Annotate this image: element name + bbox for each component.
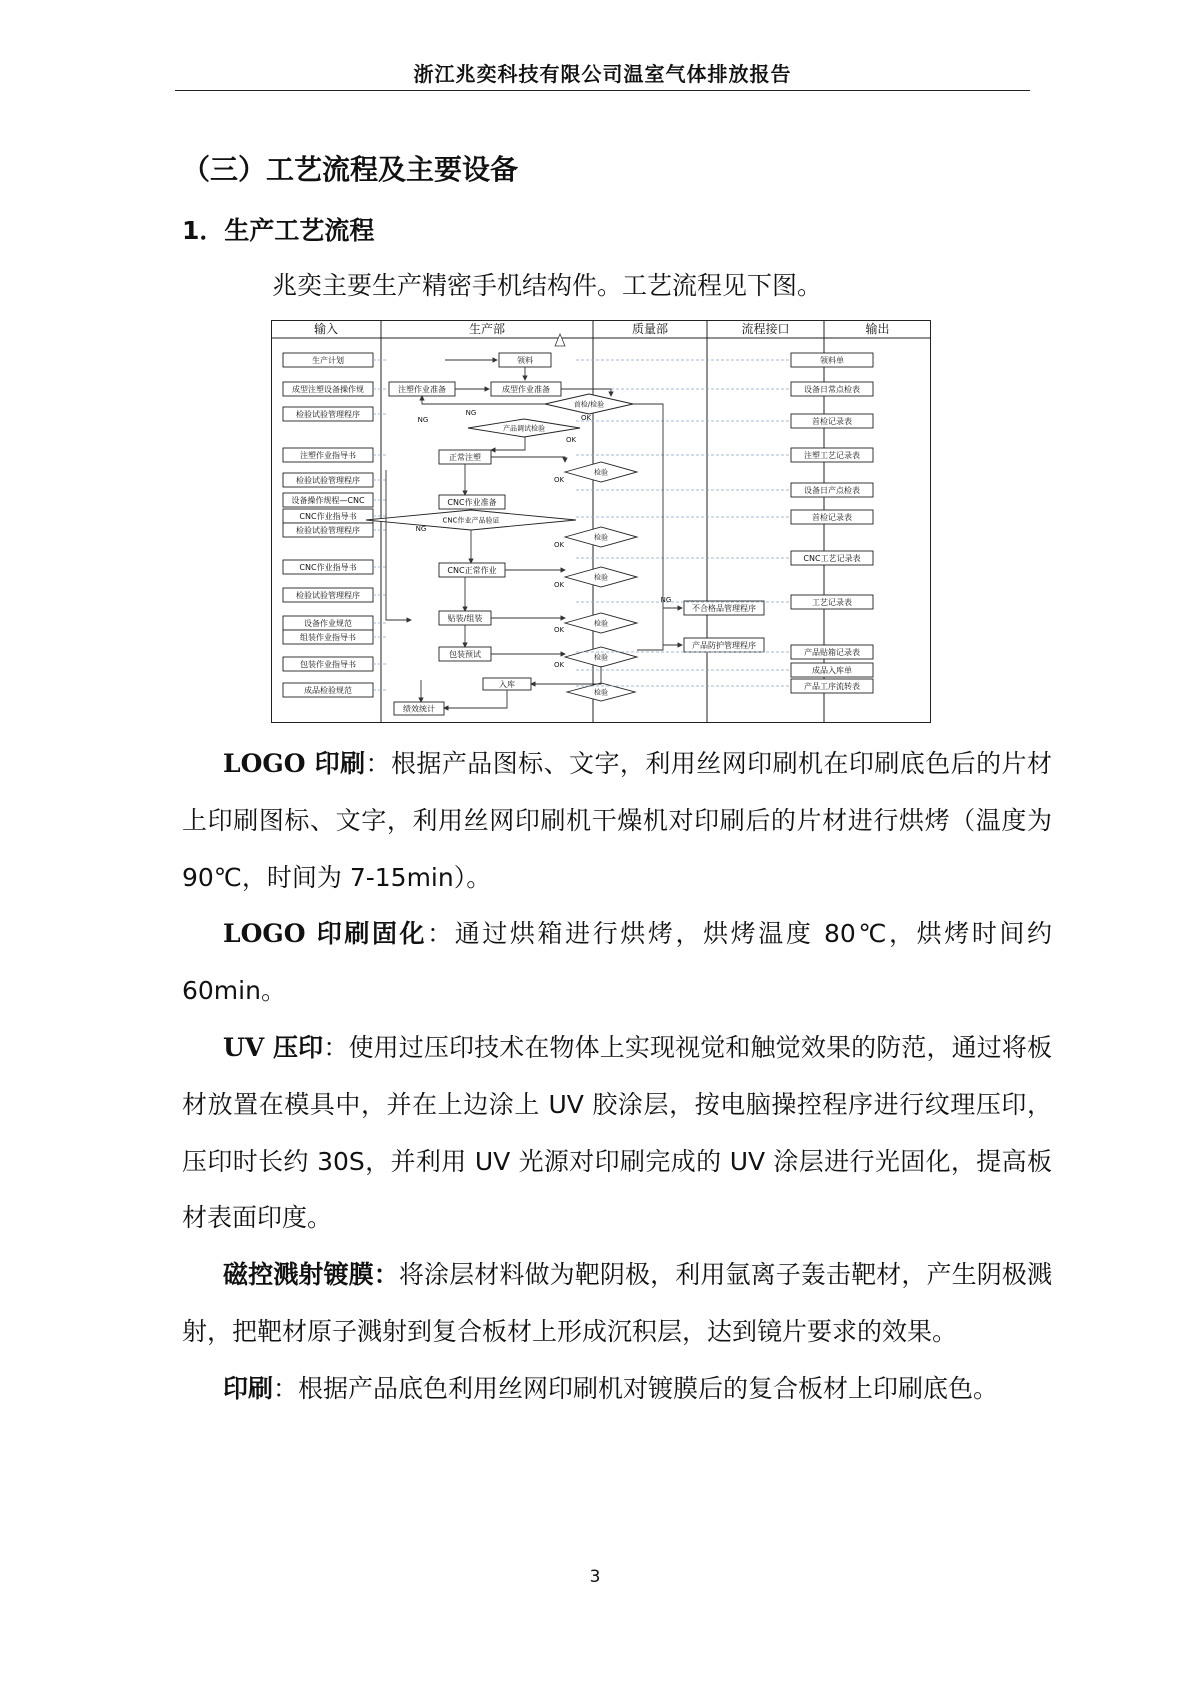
output-record-label: 注塑工艺记录表 bbox=[804, 451, 860, 460]
quality-decision-label: 检验 bbox=[594, 653, 608, 662]
header-divider bbox=[175, 90, 1030, 91]
output-record-label: 产品贴箱记录表 bbox=[804, 648, 860, 657]
paragraph-uv-embossing bbox=[182, 1020, 1052, 1247]
ok-flag: OK bbox=[553, 476, 565, 484]
input-doc-label: CNC作业指导书 bbox=[299, 563, 357, 572]
interface-doc-label: 不合格品管理程序 bbox=[692, 604, 756, 613]
paragraph-text: ：使用过压印技术在物体上实现视觉和触觉效果的防范，通过将板材放置在模具中，并在上边涂上 UV 胶涂层，按电脑操控程序进行纹理压印，压印时长约 30S，并利用 UV 光源对印刷完成的 UV 涂层进行光固化，提高板材表面印度。 bbox=[182, 1032, 1052, 1233]
input-doc-label: 成型注塑设备操作规 bbox=[292, 385, 364, 394]
input-doc-label: 生产计划 bbox=[312, 356, 344, 365]
paragraph-logo-printing bbox=[182, 736, 1052, 906]
paragraph-text: ：通过烘箱进行烘烤，烘烤温度 80℃，烘烤时间约 60min。 bbox=[182, 919, 1053, 1006]
output-record-label: 首检记录表 bbox=[812, 513, 852, 522]
paragraph-text: ：根据产品图标、文字，利用丝网印刷机在印刷底色后的片材上印刷图标、文字，利用丝网印刷机干燥机对印刷后的片材进行烘烤（温度为 90℃，时间为 7-15min）。 bbox=[182, 749, 1052, 892]
ng-flag: NG bbox=[660, 596, 672, 604]
lane-header: 输出 bbox=[865, 322, 890, 336]
body-text bbox=[182, 736, 1052, 1418]
quality-decision-label: 检验 bbox=[594, 533, 608, 542]
process-flowchart bbox=[271, 320, 931, 723]
process-step-label: 成型作业准备 bbox=[502, 385, 550, 394]
output-record-label: 成品入库单 bbox=[812, 666, 852, 675]
process-step-label: 注塑作业准备 bbox=[398, 385, 446, 394]
process-step-label: 贴装/组装 bbox=[447, 614, 483, 623]
ok-flag: OK bbox=[553, 661, 565, 669]
process-step-label: 领料 bbox=[517, 356, 533, 365]
term-label: 磁控溅射镀膜： bbox=[223, 1260, 399, 1290]
input-doc-label: 包装作业指导书 bbox=[300, 660, 356, 669]
term-label: UV 压印 bbox=[223, 1032, 324, 1062]
input-doc-label: 检验试验管理程序 bbox=[296, 410, 360, 419]
quality-decision-label: 检验 bbox=[594, 688, 608, 697]
quality-decision-label: 首检/检验 bbox=[573, 400, 605, 409]
process-step-label: 绩效统计 bbox=[403, 704, 435, 714]
input-doc-label: 设备作业规范 bbox=[304, 619, 352, 628]
input-doc-label: 检验试验管理程序 bbox=[296, 591, 360, 600]
lane-header: 输入 bbox=[313, 322, 339, 336]
lane-header: 质量部 bbox=[631, 322, 669, 336]
ng-flag: NG bbox=[417, 416, 429, 424]
output-record-label: 工艺记录表 bbox=[812, 598, 852, 607]
section-title: （三）工艺流程及主要设备 bbox=[182, 153, 519, 186]
input-doc-label: 组装作业指导书 bbox=[300, 633, 356, 642]
paragraph-text: 将涂层材料做为靶阴极，利用氩离子轰击靶材，产生阴极溅射，把靶材原子溅射到复合板材上形成沉积层，达到镜片要求的效果。 bbox=[182, 1260, 1052, 1346]
ng-flag: NG bbox=[415, 525, 427, 533]
process-step-label: 入库 bbox=[499, 680, 515, 689]
input-doc-label: 注塑作业指导书 bbox=[300, 451, 356, 460]
input-doc-label: 设备操作规程—CNC bbox=[291, 496, 365, 505]
input-doc-label: 检验试验管理程序 bbox=[296, 526, 360, 535]
output-record-label: 设备日常点检表 bbox=[804, 385, 860, 394]
lane-header: 生产部 bbox=[468, 322, 506, 336]
ok-flag: OK bbox=[565, 436, 577, 444]
term-label: LOGO 印刷 bbox=[223, 749, 366, 778]
quality-decision-label: 检验 bbox=[594, 573, 608, 582]
quality-decision-label: 检验 bbox=[594, 619, 608, 628]
paragraph-sputtering bbox=[182, 1247, 1052, 1361]
paragraph-printing bbox=[182, 1361, 1052, 1418]
page-number: 3 bbox=[589, 1567, 601, 1587]
process-step-label: 正常注塑 bbox=[449, 453, 481, 462]
process-step-label: CNC作业准备 bbox=[447, 498, 497, 507]
output-record-label: CNC工艺记录表 bbox=[803, 554, 861, 563]
paragraph-logo-curing bbox=[182, 906, 1052, 1020]
lane-header: 流程接口 bbox=[741, 322, 790, 336]
paragraph-text: ：根据产品底色利用丝网印刷机对镀膜后的复合板材上印刷底色。 bbox=[273, 1373, 999, 1403]
subsection-title: 1．生产工艺流程 bbox=[182, 216, 375, 245]
document-header: 浙江兆奕科技有限公司温室气体排放报告 bbox=[413, 62, 792, 86]
quality-decision-label: 检验 bbox=[594, 468, 608, 477]
output-record-label: 产品工序流转表 bbox=[804, 682, 860, 691]
output-record-label: 领料单 bbox=[820, 356, 844, 365]
output-record-label: 首检记录表 bbox=[812, 417, 852, 426]
ok-flag: OK bbox=[553, 581, 565, 589]
term-label: LOGO 印刷固化 bbox=[223, 919, 428, 949]
process-decision-label: 产品调试检验 bbox=[503, 424, 545, 433]
process-step-label: 包装预试 bbox=[449, 650, 481, 659]
input-doc-label: 成品检验规范 bbox=[304, 686, 352, 695]
input-doc-label: 检验试验管理程序 bbox=[296, 476, 360, 485]
input-doc-label: CNC作业指导书 bbox=[299, 512, 357, 521]
intro-paragraph: 兆奕主要生产精密手机结构件。工艺流程见下图。 bbox=[272, 271, 823, 300]
ng-flag: NG bbox=[465, 409, 477, 417]
ok-flag: OK bbox=[553, 541, 565, 549]
output-record-label: 设备日产点检表 bbox=[804, 486, 860, 495]
interface-doc-label: 产品防护管理程序 bbox=[692, 641, 756, 650]
term-label: 印刷 bbox=[223, 1373, 274, 1403]
ok-flag: OK bbox=[553, 626, 565, 634]
ok-flag: OK bbox=[580, 414, 592, 422]
process-step-label: CNC正常作业 bbox=[447, 566, 497, 575]
process-decision-label: CNC作业产品验证 bbox=[442, 516, 500, 525]
